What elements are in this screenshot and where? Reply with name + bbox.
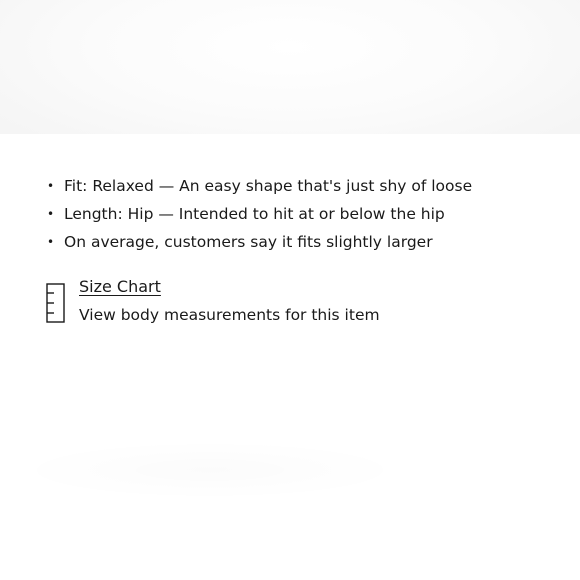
bullet-icon: • xyxy=(47,207,55,221)
size-chart-block xyxy=(46,276,446,326)
fit-detail-text: Fit: Relaxed — An easy shape that's just shy of loose xyxy=(64,177,473,195)
ruler-icon xyxy=(46,283,65,323)
customer-fit-text: On average, customers say it fits slightly larger xyxy=(64,233,433,251)
fit-detail-item xyxy=(38,172,472,200)
image-area-shadow xyxy=(0,0,580,134)
fit-detail-item xyxy=(38,200,472,228)
decorative-shadow xyxy=(10,440,410,500)
bullet-icon: • xyxy=(47,235,55,249)
size-chart-link[interactable]: Size Chart xyxy=(79,277,161,296)
bullet-icon: • xyxy=(47,179,55,193)
length-detail-text: Length: Hip — Intended to hit at or below the hip xyxy=(64,205,445,223)
fit-detail-item xyxy=(38,228,472,256)
size-chart-description: View body measurements for this item xyxy=(79,306,380,324)
fit-details-list xyxy=(38,172,472,256)
